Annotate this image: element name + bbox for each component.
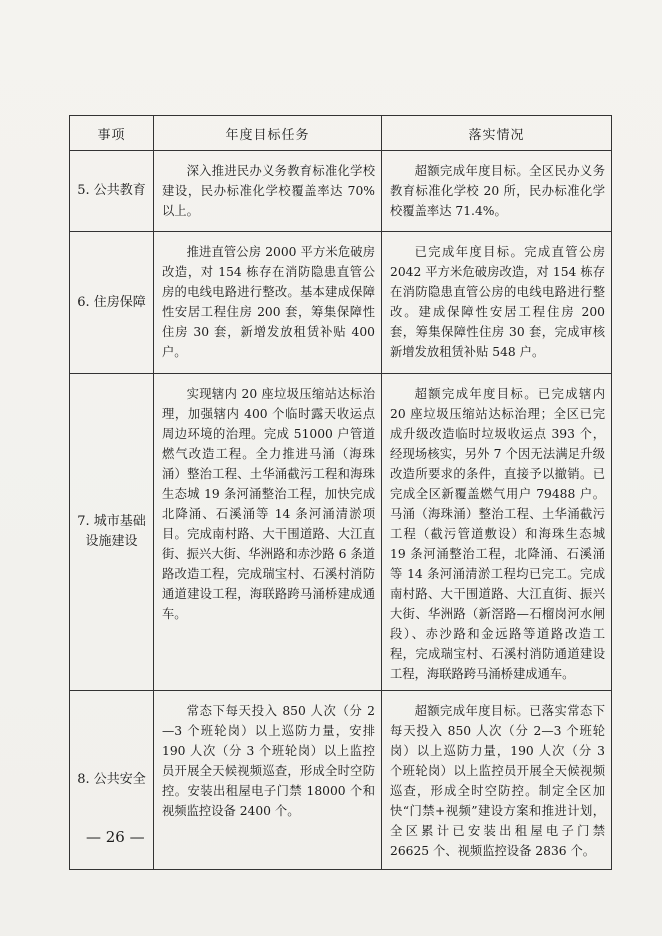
row-status-text: 已完成年度目标。完成直管公房 2042 平方米危破房改造，对 154 栋存在消防隐患直管公房的电线电路进行整改。建成保障性安居工程住房 200 套，筹集保障性住房 30 套，完成审核新增发放租赁补贴 548 户。 (382, 232, 612, 374)
table-row (70, 691, 612, 870)
row-item-label: 5. 公共教育 (70, 151, 154, 232)
row-item-label: 7. 城市基础设施建设 (70, 374, 154, 691)
row-status-text: 超额完成年度目标。已落实常态下每天投入 850 人次（分 2—3 个班轮岗）以上巡防力量，190 人次（分 3 个班轮岗）以上监控员开展全天候视频巡查，形成全时空防控。制定全区加快“门禁+视频”建设方案和推进计划，全区累计已安装出租屋电子门禁 26625 个、视频监控设备 2836 个。 (382, 691, 612, 870)
progress-table (69, 115, 612, 870)
header-item: 事项 (70, 116, 154, 151)
header-status: 落实情况 (382, 116, 612, 151)
row-status-text: 超额完成年度目标。全区民办义务教育标准化学校 20 所，民办标准化学校覆盖率达 71.4%。 (382, 151, 612, 232)
table-header-row (70, 116, 612, 151)
table-row (70, 232, 612, 374)
row-target-text: 常态下每天投入 850 人次（分 2—3 个班轮岗）以上巡防力量，安排 190 人次（分 3 个班轮岗）以上监控员开展全天候视频巡查，形成全时空防控。安装出租屋电子门禁 18000 个和视频监控设备 2400 个。 (154, 691, 382, 870)
row-target-text: 深入推进民办义务教育标准化学校建设，民办标准化学校覆盖率达 70%以上。 (154, 151, 382, 232)
header-target: 年度目标任务 (154, 116, 382, 151)
row-item-label: 6. 住房保障 (70, 232, 154, 374)
row-target-text: 实现辖内 20 座垃圾压缩站达标治理，加强辖内 400 个临时露天收运点周边环境的治理。完成 51000 户管道燃气改造工程。全力推进马涌（海珠涌）整治工程、土华涌截污工程和海珠生态城 19 条河涌整治工程，加快完成北降涌、石溪涌等 14 条河涌清淤项目。完成南村路、大干围道路、大江直街、振兴大街、华洲路和赤沙路 6 条道路改造工程，完成瑞宝村、石溪村消防通道建设工程，海联路跨马涌桥建成通车。 (154, 374, 382, 691)
table-row (70, 151, 612, 232)
page-number: — 26 — (86, 828, 145, 846)
row-item-label: 8. 公共安全 (70, 691, 154, 870)
row-target-text: 推进直管公房 2000 平方米危破房改造，对 154 栋存在消防隐患直管公房的电线电路进行整改。基本建成保障性安居工程住房 200 套，筹集保障性住房 30 套，新增发放租赁补贴 400 户。 (154, 232, 382, 374)
row-status-text: 超额完成年度目标。已完成辖内 20 座垃圾压缩站达标治理；全区已完成升级改造临时垃圾收运点 393 个，经现场核实，另外 7 个因无法满足升级改造所要求的条件，直接予以撤销。已完成全区新覆盖燃气用户 79488 户。马涌（海珠涌）整治工程、土华涌截污工程（截污管道敷设）和海珠生态城 19 条河涌整治工程，北降涌、石溪涌等 14 条河涌清淤工程均已完工。完成南村路、大干围道路、大江直街、振兴大街、华洲路（新滘路—石榴岗河水闸段）、赤沙路和金远路等道路改造工程，完成瑞宝村、石溪村消防通道建设工程，海联路跨马涌桥建成通车。 (382, 374, 612, 691)
table-row (70, 374, 612, 691)
